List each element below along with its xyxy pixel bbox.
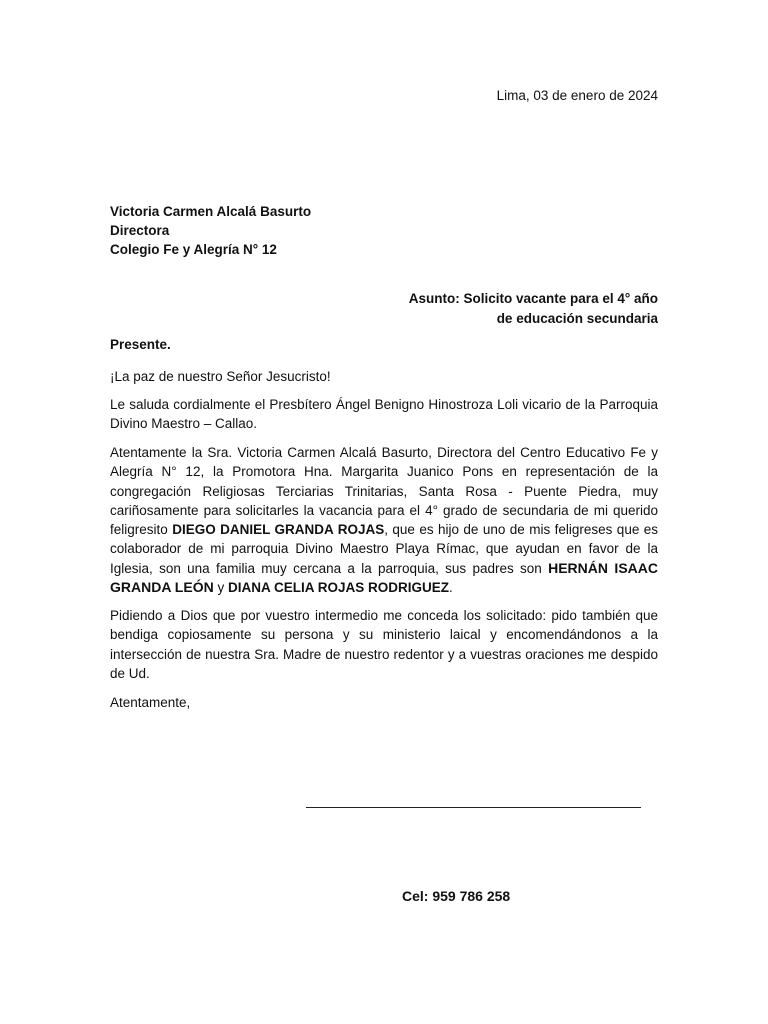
request-paragraph	[110, 443, 658, 597]
recipient-block	[110, 202, 311, 259]
request-text-2: , que es hijo de uno de mis feligreses que es colaborador de mi parroquia Divino Maestro Playa Rímac, que ayudan en favor de la Iglesia, son una familia muy cercana a la parroquia, sus padres son	[110, 522, 659, 576]
father-name: HERNÁN ISAAC GRANDA LEÓN	[110, 559, 658, 596]
request-end: .	[448, 580, 453, 596]
phone-number: Cel: 959 786 258	[402, 888, 511, 904]
request-text-1: Atentamente la Sra. Victoria Carmen Alcalá Basurto, Directora del Centro Educativo Fe y Alegría N° 12, la Promotora Hna. Margarita Juanico Pons en representación de la congregación Religiosas Terciarias Trinitarias, Santa Rosa - Puente Piedra, muy cariñosamente para solicitarles la vacancia para el 4° grado de secundaria de mi querido feligresito	[110, 445, 658, 538]
request-connector: y	[213, 580, 228, 596]
student-name: DIEGO DANIEL GRANDA ROJAS	[172, 522, 385, 538]
closing-text: Atentamente,	[110, 695, 191, 710]
subject-line-2: de educación secundaria	[496, 311, 658, 326]
signature-line	[306, 807, 641, 808]
recipient-title: Directora	[110, 223, 170, 238]
mother-name: DIANA CELIA ROJAS RODRIGUEZ	[227, 580, 449, 596]
farewell-paragraph: Pidiendo a Dios que por vuestro intermedio me conceda los solicitado: pido también que bendiga copiosamente su persona y su ministerio laical y encomendándonos a la intersección de nuestra Sra. Madre de nuestro redentor y a vuestras oraciones me despido de Ud.	[110, 608, 658, 681]
subject-line-1: Asunto: Solicito vacante para el 4° año	[408, 291, 658, 306]
intro-paragraph: Le saluda cordialmente el Presbítero Ángel Benigno Hinostroza Loli vicario de la Parroquia Divino Maestro – Callao.	[110, 397, 658, 432]
recipient-institution: Colegio Fe y Alegría N° 12	[110, 242, 277, 257]
recipient-name: Victoria Carmen Alcalá Basurto	[110, 204, 312, 219]
greeting-paragraph: ¡La paz de nuestro Señor Jesucristo!	[110, 369, 331, 384]
subject-block	[409, 289, 658, 329]
letter-date: Lima, 03 de enero de 2024	[496, 88, 658, 103]
presente-label: Presente.	[110, 337, 171, 352]
